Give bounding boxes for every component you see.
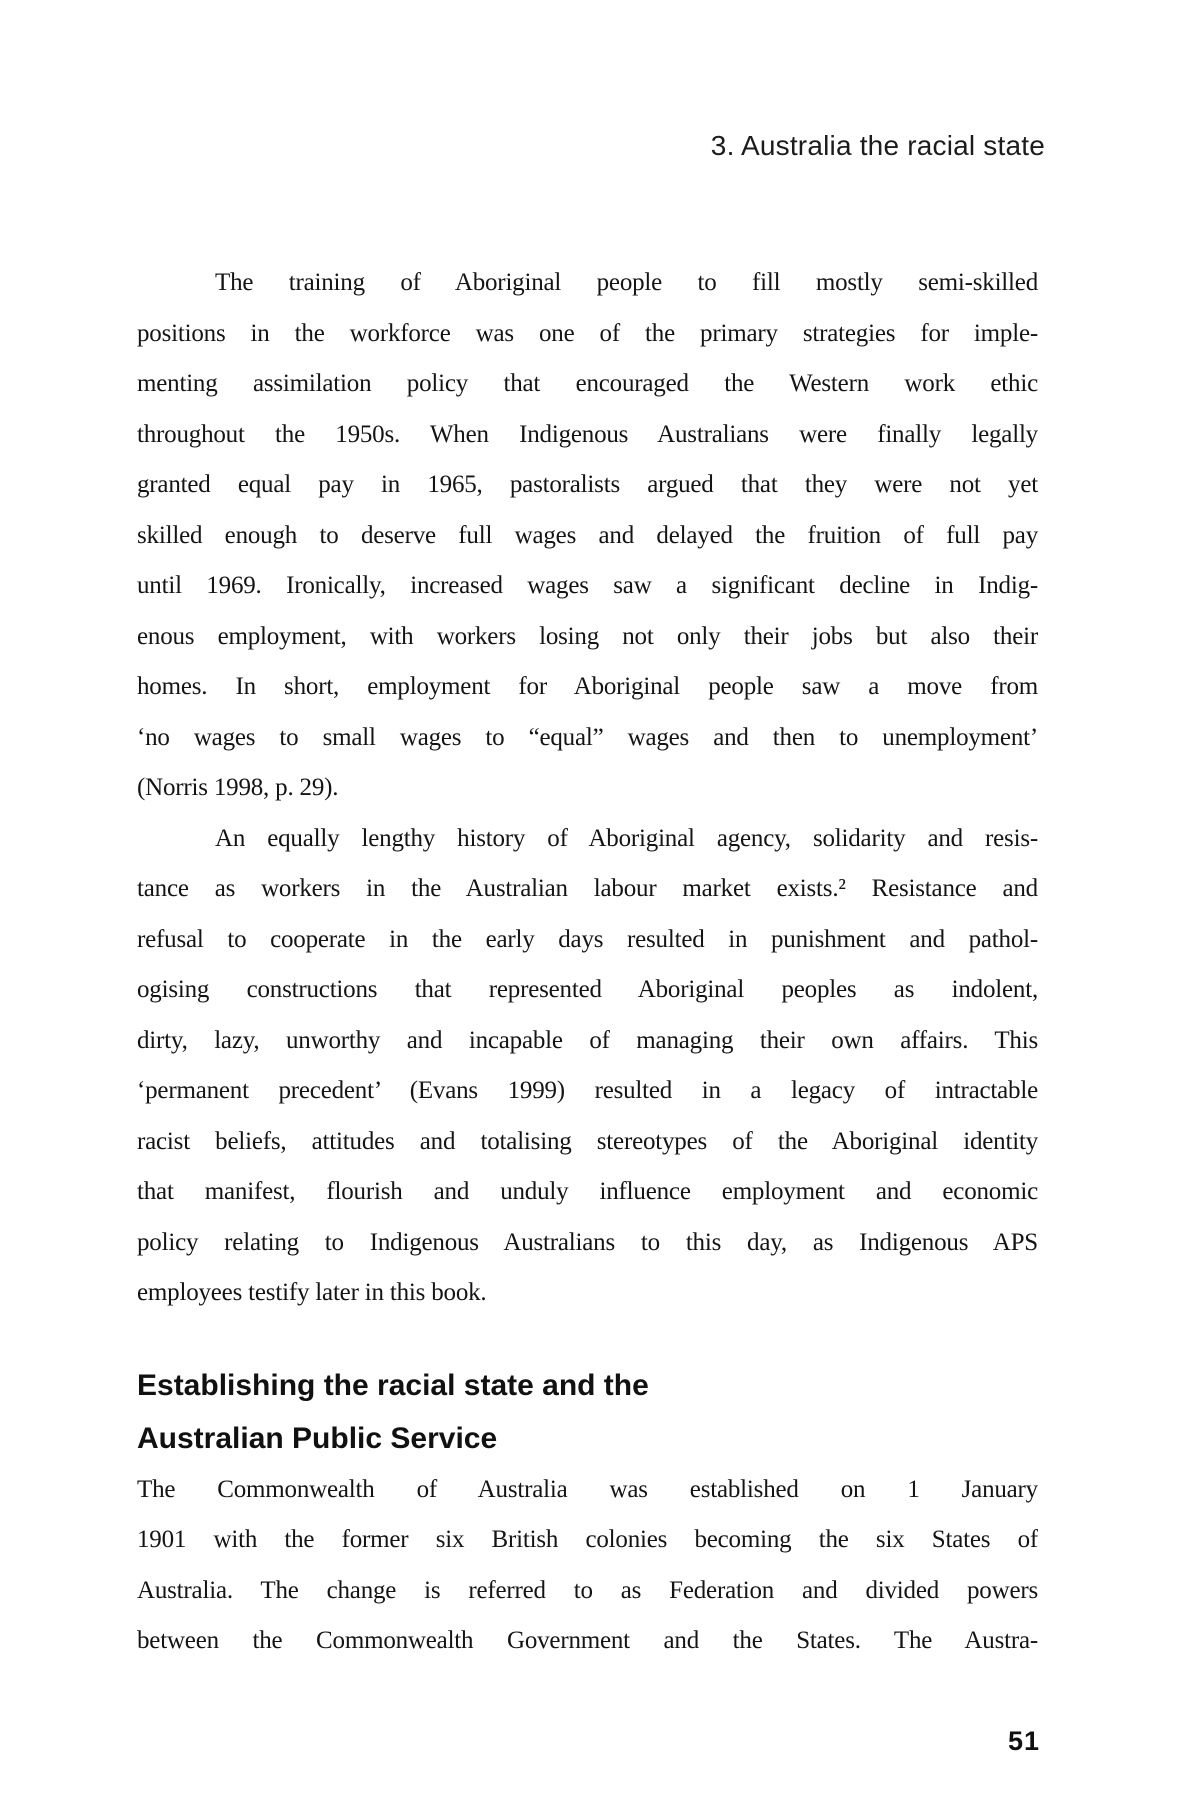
paragraph-1-line: ‘no wages to small wages to “equal” wages and then to unemployment’ bbox=[137, 723, 1038, 751]
page-number: 51 bbox=[1007, 1726, 1040, 1756]
paragraph-2-line: ‘permanent precedent’ (Evans 1999) resulted in a legacy of intractable bbox=[137, 1077, 1038, 1104]
paragraph-2-line: An equally lengthy history of Aboriginal agency, solidarity and resis- bbox=[215, 824, 1038, 852]
paragraph-1-line: granted equal pay in 1965, pastoralists argued that they were not yet bbox=[137, 471, 1038, 498]
paragraph-1-line: enous employment, with workers losing not only their jobs but also their bbox=[137, 622, 1038, 650]
paragraph-2-line: refusal to cooperate in the early days resulted in punishment and pathol- bbox=[137, 925, 1038, 953]
paragraph-2-line: policy relating to Indigenous Australians to this day, as Indigenous APS bbox=[137, 1228, 1038, 1256]
section-heading-line: Australian Public Service bbox=[137, 1421, 498, 1455]
paragraph-1-line: The training of Aboriginal people to fill mostly semi-skilled bbox=[215, 269, 1038, 296]
paragraph-1-line: (Norris 1998, p. 29). bbox=[137, 774, 339, 801]
paragraph-1-line: until 1969. Ironically, increased wages saw a significant decline in Indig- bbox=[137, 572, 1038, 599]
paragraph-3 bbox=[137, 1465, 1038, 1667]
paragraph-1 bbox=[137, 258, 1038, 814]
paragraph-2-line: ogising constructions that represented Aboriginal peoples as indolent, bbox=[137, 976, 1038, 1003]
section-heading bbox=[137, 1359, 1038, 1465]
paragraph-2-line: that manifest, flourish and unduly influence employment and economic bbox=[137, 1178, 1038, 1205]
paragraph-1-line: throughout the 1950s. When Indigenous Australians were finally legally bbox=[137, 420, 1038, 448]
paragraph-2-line: employees testify later in this book. bbox=[137, 1279, 487, 1306]
paragraph-1-line: positions in the workforce was one of the primary strategies for imple- bbox=[137, 319, 1038, 347]
section-heading-line: Establishing the racial state and the bbox=[137, 1368, 649, 1402]
paragraph-2-line: dirty, lazy, unworthy and incapable of managing their own affairs. This bbox=[137, 1026, 1038, 1054]
paragraph-3-line: The Commonwealth of Australia was established on 1 January bbox=[137, 1475, 1038, 1503]
paragraph-3-line: between the Commonwealth Government and the States. The Austra- bbox=[137, 1627, 1038, 1654]
paragraph-2-line: racist beliefs, attitudes and totalising stereotypes of the Aboriginal identity bbox=[137, 1127, 1038, 1155]
paragraph-1-line: menting assimilation policy that encouraged the Western work ethic bbox=[137, 370, 1038, 397]
paragraph-1-line: skilled enough to deserve full wages and delayed the fruition of full pay bbox=[137, 521, 1038, 549]
text-column bbox=[137, 258, 1038, 1667]
paragraph-3-line: 1901 with the former six British colonies becoming the six States of bbox=[137, 1526, 1038, 1553]
paragraph-1-line: homes. In short, employment for Aboriginal people saw a move from bbox=[137, 673, 1038, 700]
paragraph-2-line: tance as workers in the Australian labour market exists.² Resistance and bbox=[137, 875, 1038, 902]
paragraph-2 bbox=[137, 814, 1038, 1319]
running-header: 3. Australia the racial state bbox=[710, 130, 1045, 161]
paragraph-3-line: Australia. The change is referred to as Federation and divided powers bbox=[137, 1576, 1038, 1604]
